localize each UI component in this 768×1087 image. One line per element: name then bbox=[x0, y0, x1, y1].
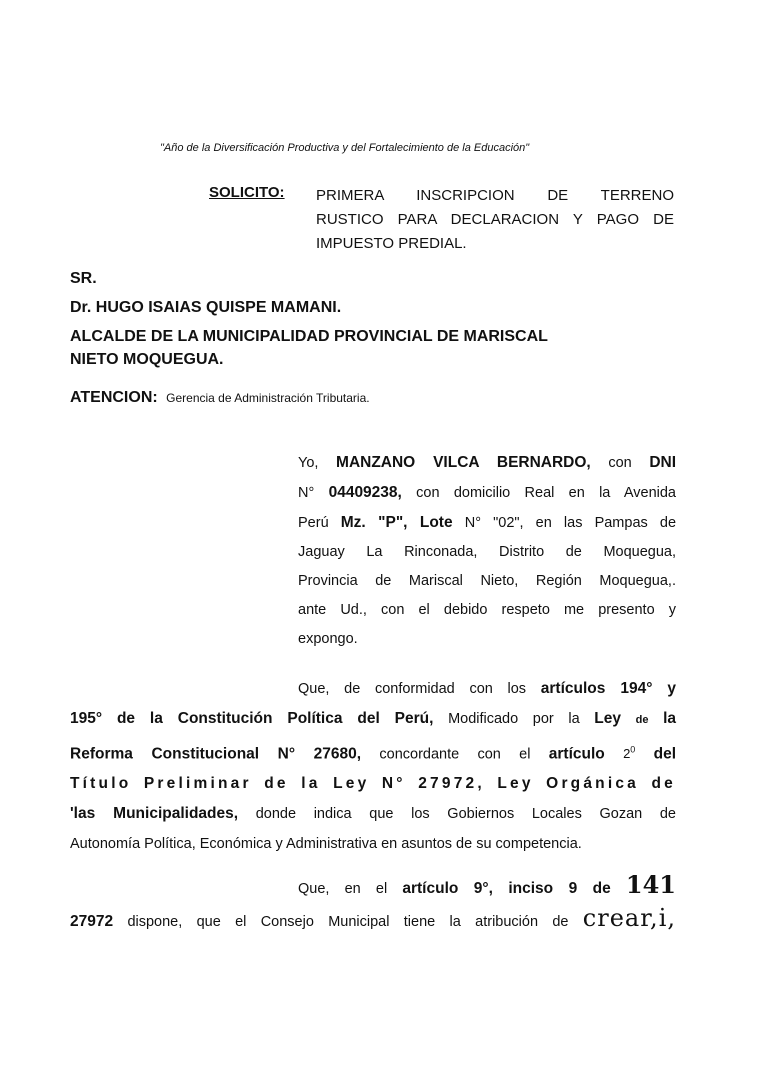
para1-line-6: Autonomía Política, Económica y Administrativa en asuntos de su competencia. bbox=[70, 836, 582, 853]
solicito-line-2: RUSTICO PARA DECLARACION Y PAGO DE bbox=[316, 211, 674, 228]
intro-line-1: Yo, MANZANO VILCA BERNARDO, con DNI bbox=[298, 454, 677, 471]
para1-line-3: Reforma Constitucional N° 27680, concordante con el artículo $2^0$ del bbox=[70, 745, 677, 763]
intro-line-6: ante Ud., con el debido respeto me presento y bbox=[298, 602, 676, 618]
intro-line-7: expongo. bbox=[298, 631, 358, 647]
intro-line-4: Jaguay La Rinconada, Distrito de Moquegua, bbox=[298, 544, 676, 560]
atencion-row bbox=[70, 389, 370, 407]
solicito-line-3: IMPUESTO PREDIAL. bbox=[316, 235, 467, 252]
addressee-role-line-2: NIETO MOQUEGUA. bbox=[70, 351, 224, 368]
para1-body bbox=[70, 704, 676, 859]
para1-line-2: 195° de la Constitución Política del Perú, Modificado por la Ley de la bbox=[70, 710, 677, 727]
para1-line-4: Título Preliminar de la Ley N° 27972, Ley Orgánica de bbox=[70, 775, 676, 793]
addressee-role-line-1: ALCALDE DE LA MUNICIPALIDAD PROVINCIAL DE MARISCAL bbox=[70, 328, 548, 345]
para2-line-2: 27972 dispone, que el Consejo Municipal tiene la atribución de crear,i, bbox=[70, 904, 676, 932]
atencion-value: Gerencia de Administración Tributaria. bbox=[166, 391, 370, 405]
intro-paragraph bbox=[298, 448, 676, 654]
intro-line-3: Perú Mz. "P", Lote N° "02", en las Pampas de bbox=[298, 514, 677, 531]
para1-first-line bbox=[298, 674, 676, 704]
intro-line-5: Provincia de Mariscal Nieto, Región Moquegua,. bbox=[298, 573, 676, 589]
addressee-salutation: SR. bbox=[70, 270, 97, 287]
para2-line-1: Que, en el artículo 9°, inciso 9 de 141 bbox=[298, 870, 677, 899]
header-motto: "Año de la Diversificación Productiva y del Fortalecimiento de la Educación" bbox=[160, 142, 530, 154]
solicito-subject bbox=[316, 184, 674, 256]
para1-line-1: Que, de conformidad con los artículos 194° y bbox=[298, 680, 676, 697]
atencion-label: ATENCION: bbox=[70, 389, 158, 406]
solicito-line-1: PRIMERA INSCRIPCION DE TERRENO bbox=[316, 187, 674, 204]
para2-body bbox=[70, 903, 676, 937]
solicito-label: SOLICITO: bbox=[209, 184, 285, 201]
intro-line-2: N° 04409238, con domicilio Real en la Avenida bbox=[298, 484, 676, 501]
para2-first-line bbox=[298, 870, 676, 904]
para1-line-5: 'las Municipalidades, donde indica que los Gobiernos Locales Gozan de bbox=[70, 805, 676, 823]
addressee-name: Dr. HUGO ISAIAS QUISPE MAMANI. bbox=[70, 299, 342, 316]
